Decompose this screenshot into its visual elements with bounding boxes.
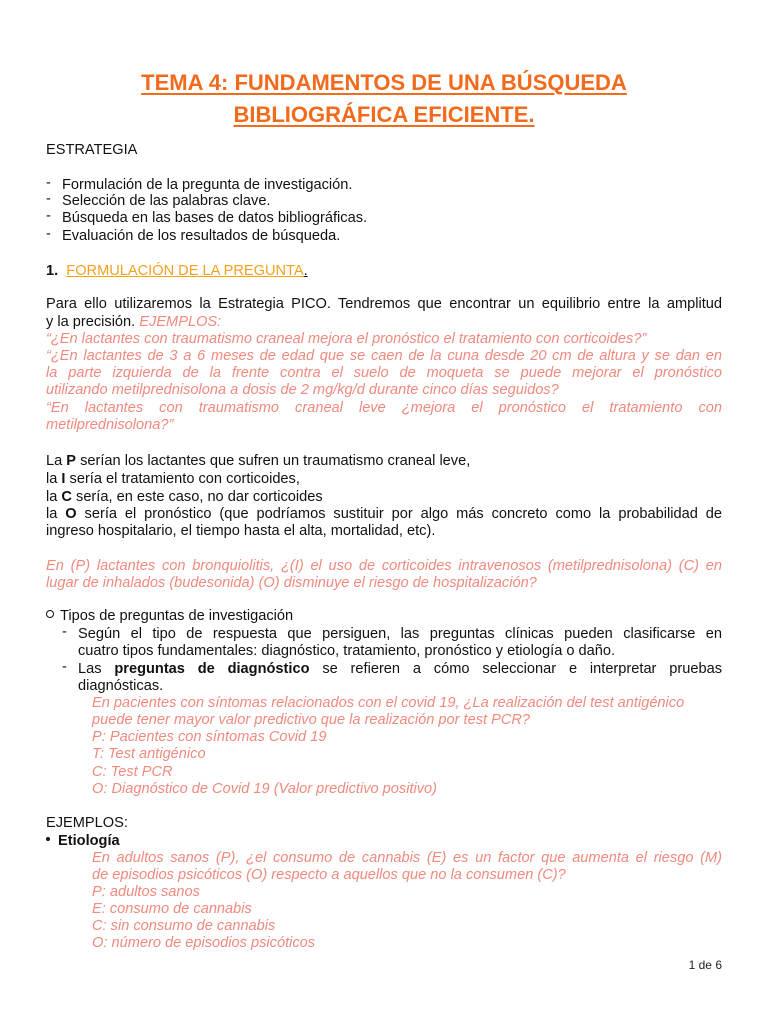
doc-title-line2: BIBLIOGRÁFICA EFICIENTE. [233,102,535,127]
dash-bullet: - [62,624,67,640]
doc-title-line1: TEMA 4: FUNDAMENTOS DE UNA BÚSQUEDA [141,70,627,95]
section-title: FORMULACIÓN DE LA PREGUNTA [66,263,304,279]
section-period: . [303,263,308,279]
pico-i-line: la I sería el tratamiento con corticoides, [46,471,300,487]
etiologia-o: O: número de episodios psicóticos [92,935,316,951]
example-1: “¿En lactantes con traumatismo craneal mejora el pronóstico el tratamiento con corticoides?” [46,331,647,347]
estrategia-item: Búsqueda en las bases de datos bibliográficas. [62,210,368,226]
example-2-line2: la parte izquierda de la frente contra el suelo de moqueta se puede mejorar el pronóstico [46,365,722,381]
pico-intro-line2 [46,314,221,331]
estrategia-item: Formulación de la pregunta de investigación. [62,177,353,193]
page-number: 1 de 6 [688,958,722,972]
bronq-example-line1: En (P) lactantes con bronquiolitis, ¿(I) el uso de corticoides intravenosos (metilprednisolona) (C) en [46,558,722,574]
estrategia-heading: ESTRATEGIA [46,142,138,158]
pico-o-line2: ingreso hospitalario, el tiempo hasta el alta, mortalidad, etc). [46,523,436,539]
example-3-line2: metilprednisolona?” [46,417,174,433]
example-2-line1: “¿En lactantes de 3 a 6 meses de edad que se caen de la cuna desde 20 cm de altura y se dan en [46,348,722,364]
example-2-line3: utilizando metilprednisolona a dosis de 2 mg/kg/d durante cinco días seguidos? [46,382,559,398]
pico-o-line: la O sería el pronóstico (que podríamos sustituir por algo más concreto como la probabilidad de [46,506,722,522]
covid-example-line1: En pacientes con síntomas relacionados con el covid 19, ¿La realización del test antigénico [92,695,685,711]
dash-bullet: - [46,175,51,191]
etiologia-p: P: adultos sanos [92,884,200,900]
covid-t: T: Test antigénico [92,746,206,762]
etiologia-example-line2: de episodios psicóticos (O) respecto a aquellos que no la consumen (C)? [92,867,566,883]
covid-example-line2: puede tener mayor valor predictivo que la realización por test PCR? [92,712,531,728]
covid-o: O: Diagnóstico de Covid 19 (Valor predictivo positivo) [92,781,438,797]
tipos-heading: Tipos de preguntas de investigación [46,608,293,625]
bronq-example-line2: lugar de inhalados (budesonida) (O) disminuye el riesgo de hospitalización? [46,575,537,591]
estrategia-item: Evaluación de los resultados de búsqueda. [62,228,341,244]
pico-intro-text: y la precisión. [46,314,136,330]
section-heading [46,263,308,280]
tipos-b2-line1: Las preguntas de diagnóstico se refieren a cómo seleccionar e interpretar pruebas [78,661,722,677]
example-3-line1: “En lactantes con traumatismo craneal leve ¿mejora el pronóstico el tratamiento con [46,400,722,416]
covid-p: P: Pacientes con síntomas Covid 19 [92,729,327,745]
tipos-b2-line2: diagnósticas. [78,678,164,694]
circle-bullet-icon [46,610,54,618]
dash-bullet: - [62,659,67,675]
ejemplos-label: EJEMPLOS: [139,314,222,330]
etiologia-c: C: sin consumo de cannabis [92,918,276,934]
dash-bullet: - [46,226,51,242]
pico-p-line: La P serían los lactantes que sufren un traumatismo craneal leve, [46,453,471,469]
bullet-dot-icon [46,837,50,841]
dash-bullet: - [46,191,51,207]
dash-bullet: - [46,208,51,224]
tipos-b1-line2: cuatro tipos fundamentales: diagnóstico, tratamiento, pronóstico y etiología o daño. [78,643,616,659]
etiologia-heading: Etiología [46,833,120,850]
estrategia-item: Selección de las palabras clave. [62,193,271,209]
tipos-b1-line1: Según el tipo de respuesta que persiguen, las preguntas clínicas pueden clasificarse en [78,626,722,642]
covid-c: C: Test PCR [92,764,173,780]
etiologia-example-line1: En adultos sanos (P), ¿el consumo de cannabis (E) es un factor que aumenta el riesgo (M) [92,850,722,866]
section-number: 1. [46,263,59,279]
etiologia-e: E: consumo de cannabis [92,901,252,917]
ejemplos-heading: EJEMPLOS: [46,815,128,831]
pico-c-line: la C sería, en este caso, no dar corticoides [46,489,323,505]
pico-intro-line1: Para ello utilizaremos la Estrategia PICO. Tendremos que encontrar un equilibrio entre la amplitud [46,296,722,312]
